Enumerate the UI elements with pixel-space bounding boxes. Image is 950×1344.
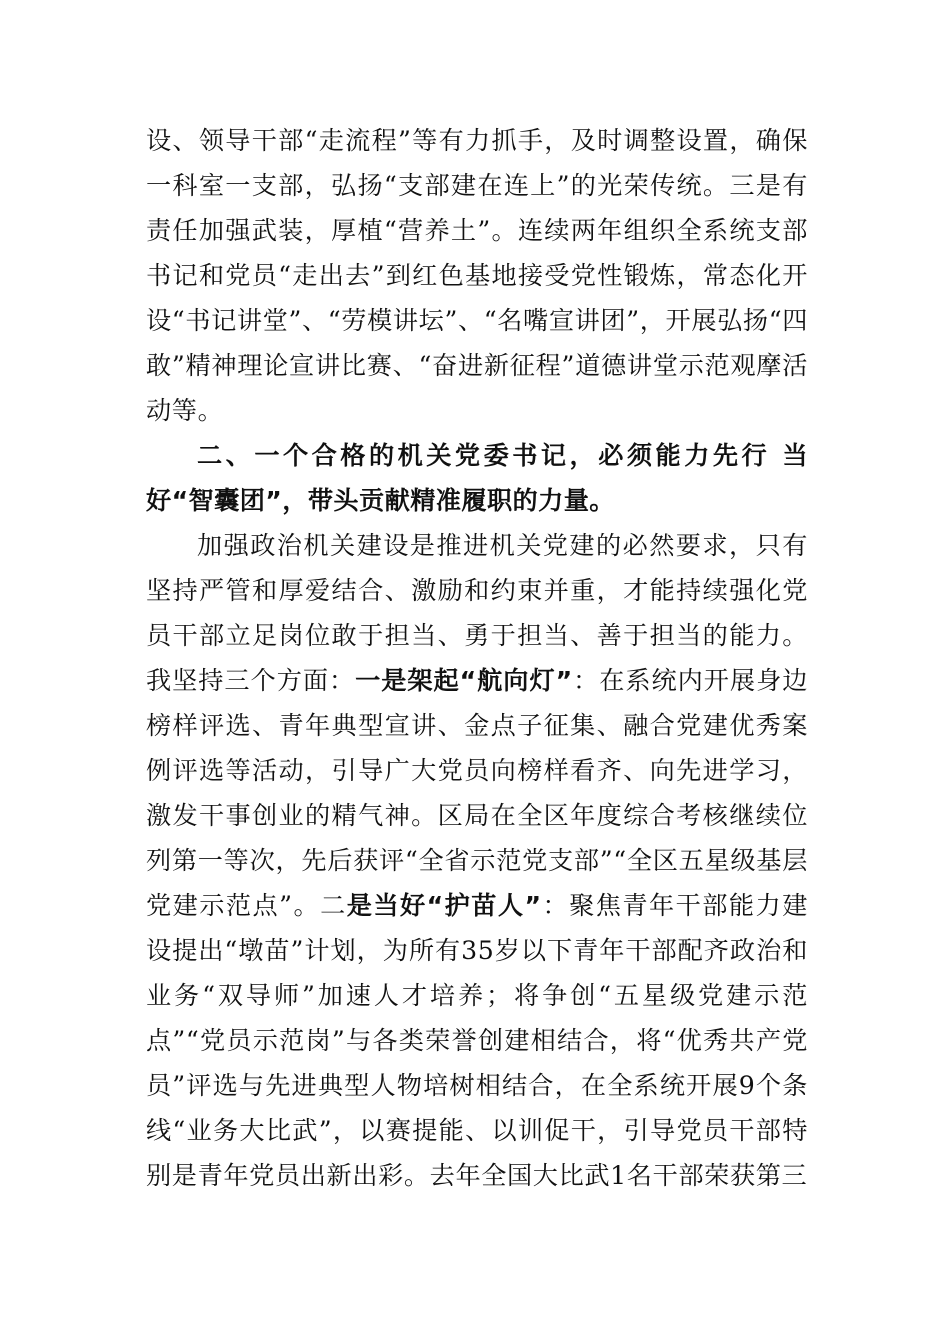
point-one-text: ：在系统内开展身边榜样评选、青年典型宣讲、金点子征集、融合党建优秀案例评选等活动，引导广大党员向榜样看齐、向先进学习，激发干事创业的精气神。区局在全区年度综合考核继续位列第一等次，先后获评“全省示范党支部”“全区五星级基层党建示范点”。二 (146, 666, 808, 920)
paragraph-intro-text: 加强政治机关建设是推进机关党建的必然要求，只有坚持严管和厚爱结合、激励和约束并重，才能持续强化党员干部立足岗位敢于担当、勇于担当、善于担当的能力。我坚持三个方面： (146, 531, 808, 695)
paragraph-body (146, 523, 808, 1198)
bold-point-two: 是当好“护苗人” (346, 891, 542, 920)
section-heading: 二、一个合格的机关党委书记，必须能力先行 当好“智囊团”，带头贡献精准履职的力量。 (146, 441, 808, 515)
bold-point-one: 一是架起“航向灯” (355, 666, 573, 695)
document-body (146, 118, 808, 1198)
point-two-text: ：聚焦青年干部能力建设提出“墩苗”计划，为所有35岁以下青年干部配齐政治和业务“双导师”加速人才培养；将争创“五星级党建示范点”“党员示范岗”与各类荣誉创建相结合，将“优秀共产党员”评选与先进典型人物培树相结合，在全系统开展9个条线“业务大比武”，以赛提能、以训促干，引导党员干部特别是青年党员出新出彩。去年全国大比武1名干部荣获第三 (146, 891, 808, 1190)
paragraph-continuation: 设、领导干部“走流程”等有力抓手，及时调整设置，确保一科室一支部，弘扬“支部建在连上”的光荣传统。三是有责任加强武装，厚植“营养土”。连续两年组织全系统支部书记和党员“走出去”到红色基地接受党性锻炼，常态化开设“书记讲堂”、“劳模讲坛”、“名嘴宣讲团”，开展弘扬“四敢”精神理论宣讲比赛、“奋进新征程”道德讲堂示范观摩活动等。 (146, 126, 808, 425)
